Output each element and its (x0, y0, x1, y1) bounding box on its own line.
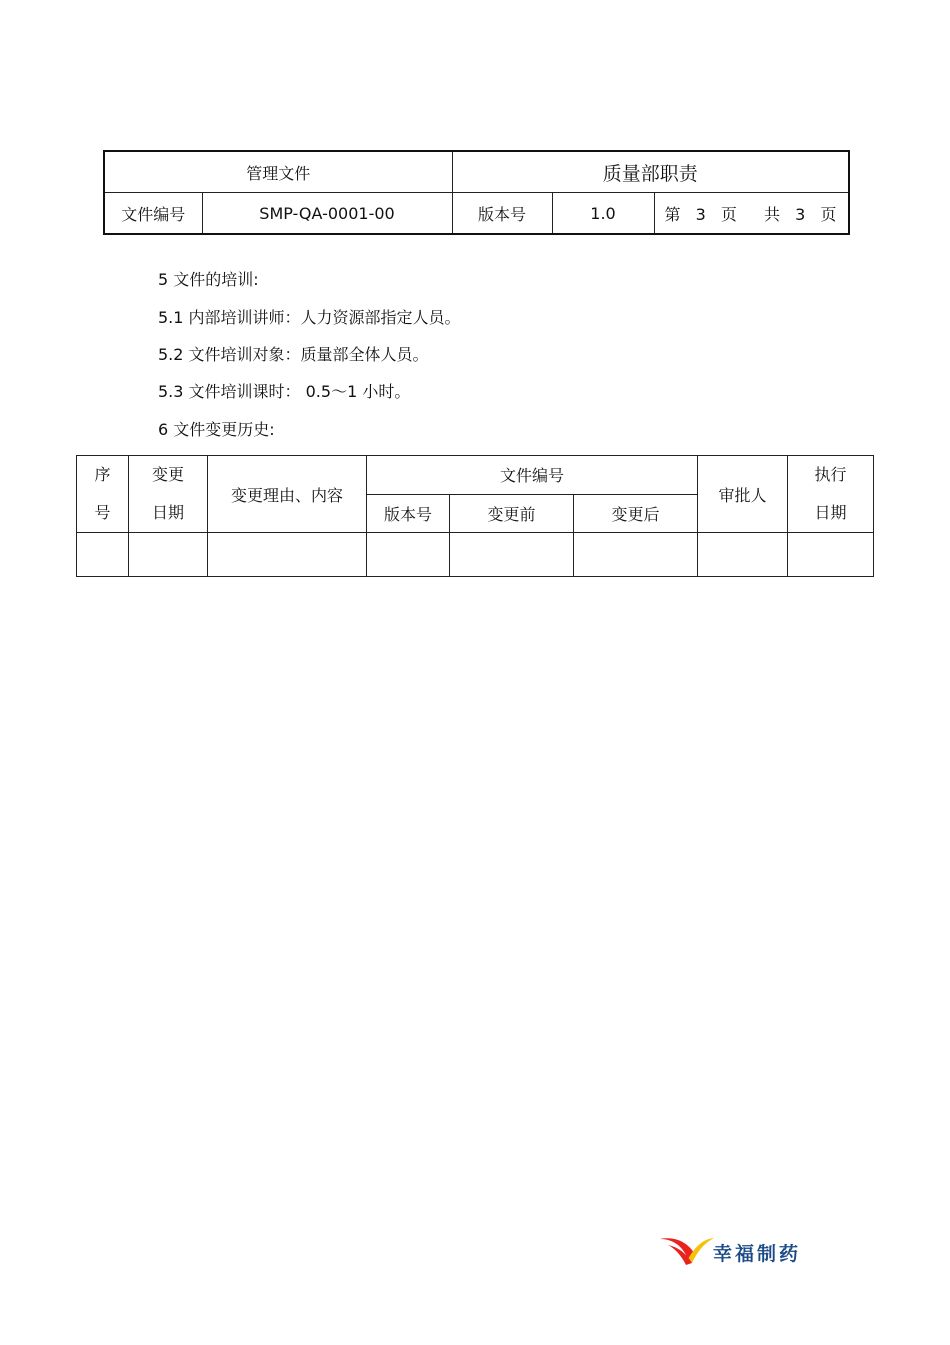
cell (698, 533, 788, 577)
header-table (103, 150, 850, 235)
col-reason: 变更理由、内容 (208, 456, 367, 533)
page-di: 第 (664, 204, 682, 224)
logo-text: 幸福制药 (713, 1243, 802, 1265)
cell (208, 533, 367, 577)
col-exec-date-line1: 执行 (814, 465, 847, 484)
cell (367, 533, 450, 577)
section-5-3: 5.3 文件培训课时： 0.5～1 小时。 (158, 382, 411, 401)
section-6: 6 文件变更历史: (158, 420, 275, 439)
version-label: 版本号 (452, 193, 552, 235)
doc-title: 质量部职责 (452, 151, 849, 193)
cell (129, 533, 208, 577)
col-seq (77, 456, 129, 533)
cell (450, 533, 574, 577)
col-change-date-line1: 变更 (151, 465, 184, 484)
version-value: 1.0 (552, 193, 654, 235)
change-history-table (76, 455, 874, 577)
col-after: 变更后 (574, 494, 698, 533)
col-approver: 审批人 (698, 456, 788, 533)
section-5: 5 文件的培训: (158, 270, 259, 289)
page-gong: 共 (764, 204, 782, 224)
doc-no: SMP-QA-0001-00 (202, 193, 452, 235)
page-total: 3 (795, 204, 807, 224)
header-row-2 (104, 193, 849, 235)
doc-no-label: 文件编号 (104, 193, 202, 235)
cell (574, 533, 698, 577)
history-header-row-1 (77, 456, 874, 495)
cell (77, 533, 129, 577)
page-ye2: 页 (820, 204, 838, 224)
col-seq-line1: 序 (94, 465, 111, 484)
doc-type: 管理文件 (104, 151, 452, 193)
header-row-1 (104, 151, 849, 193)
col-exec-date-line2: 日期 (814, 503, 847, 522)
page-info (654, 193, 849, 235)
col-seq-line2: 号 (94, 503, 111, 522)
section-5-1: 5.1 内部培训讲师：人力资源部指定人员。 (158, 308, 461, 327)
col-change-date (129, 456, 208, 533)
page-ye1: 页 (720, 204, 738, 224)
col-change-date-line2: 日期 (151, 503, 184, 522)
section-5-2: 5.2 文件培训对象：质量部全体人员。 (158, 345, 429, 364)
col-version: 版本号 (367, 494, 450, 533)
col-doc-no: 文件编号 (367, 456, 698, 495)
table-row (77, 533, 874, 577)
page-current: 3 (695, 204, 707, 224)
col-exec-date (788, 456, 874, 533)
col-before: 变更前 (450, 494, 574, 533)
cell (788, 533, 874, 577)
